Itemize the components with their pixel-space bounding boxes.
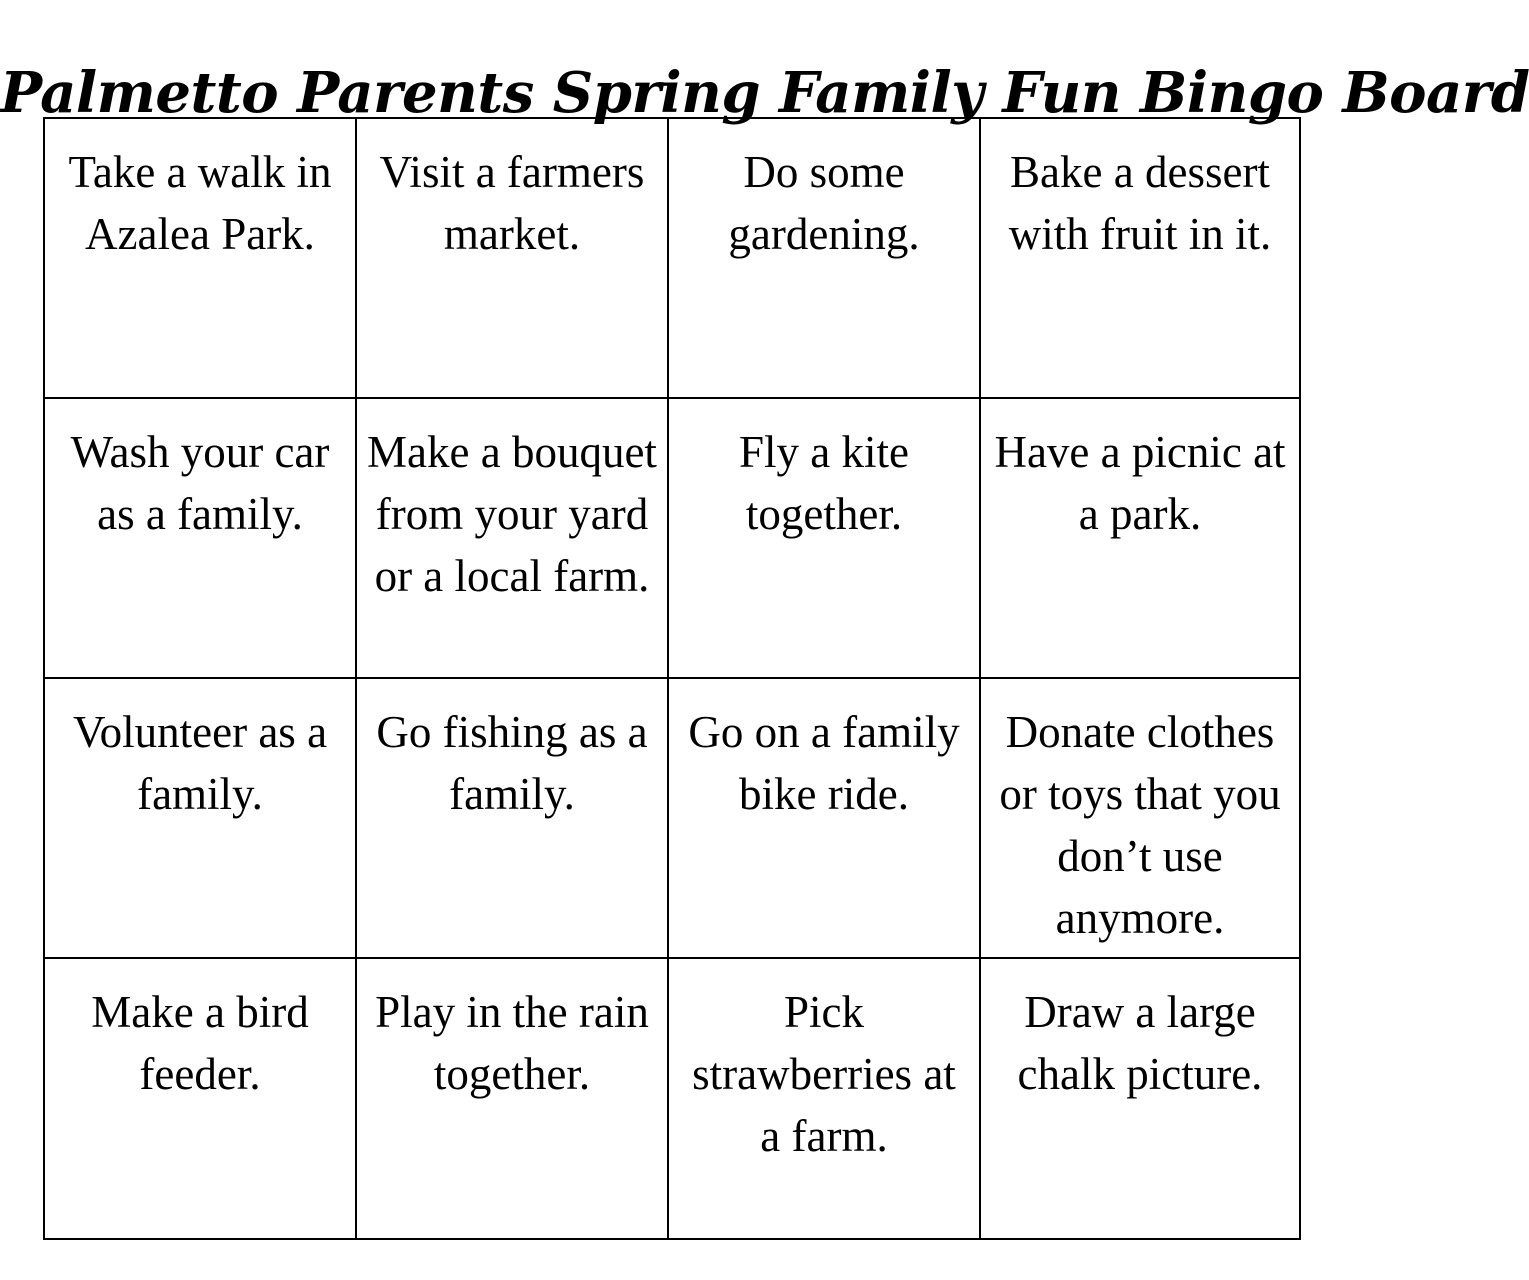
bingo-cell-text: Make a bouquet from your yard or a local farm. [367, 427, 657, 601]
bingo-cell-text: Go on a family bike ride. [688, 707, 960, 819]
bingo-cell [357, 679, 669, 959]
page-title: Palmetto Parents Spring Family Fun Bingo Board [0, 59, 1529, 126]
bingo-cell-text: Pick strawberries at a farm. [692, 987, 956, 1161]
bingo-cell [45, 959, 357, 1238]
bingo-cell-text: Draw a large chalk picture. [1017, 987, 1263, 1099]
bingo-cell [981, 959, 1299, 1238]
bingo-cell [45, 679, 357, 959]
bingo-cell-text: Visit a farmers market. [379, 147, 645, 259]
bingo-cell-text: Donate clothes or toys that you don’t use anymore. [999, 707, 1281, 943]
bingo-cell-text: Bake a dessert with fruit in it. [1008, 147, 1272, 259]
bingo-cell [357, 119, 669, 399]
bingo-cell-text: Wash your car as a family. [70, 427, 330, 539]
bingo-cell-text: Have a picnic at a park. [994, 427, 1286, 539]
bingo-cell [669, 399, 981, 679]
bingo-cell [357, 959, 669, 1238]
bingo-board [43, 117, 1301, 1240]
bingo-cell [981, 119, 1299, 399]
bingo-cell-text: Make a bird feeder. [91, 987, 309, 1099]
bingo-cell-text: Go fishing as a family. [376, 707, 648, 819]
bingo-cell [981, 679, 1299, 959]
bingo-cell [669, 119, 981, 399]
bingo-cell [357, 399, 669, 679]
bingo-cell [45, 119, 357, 399]
bingo-cell-text: Fly a kite together. [739, 427, 909, 539]
bingo-cell [981, 399, 1299, 679]
bingo-cell [45, 399, 357, 679]
bingo-cell [669, 679, 981, 959]
bingo-cell-text: Take a walk in Azalea Park. [68, 147, 332, 259]
bingo-cell-text: Volunteer as a family. [72, 707, 328, 819]
bingo-cell-text: Play in the rain together. [375, 987, 649, 1099]
bingo-cell-text: Do some gardening. [728, 147, 920, 259]
bingo-cell [669, 959, 981, 1238]
